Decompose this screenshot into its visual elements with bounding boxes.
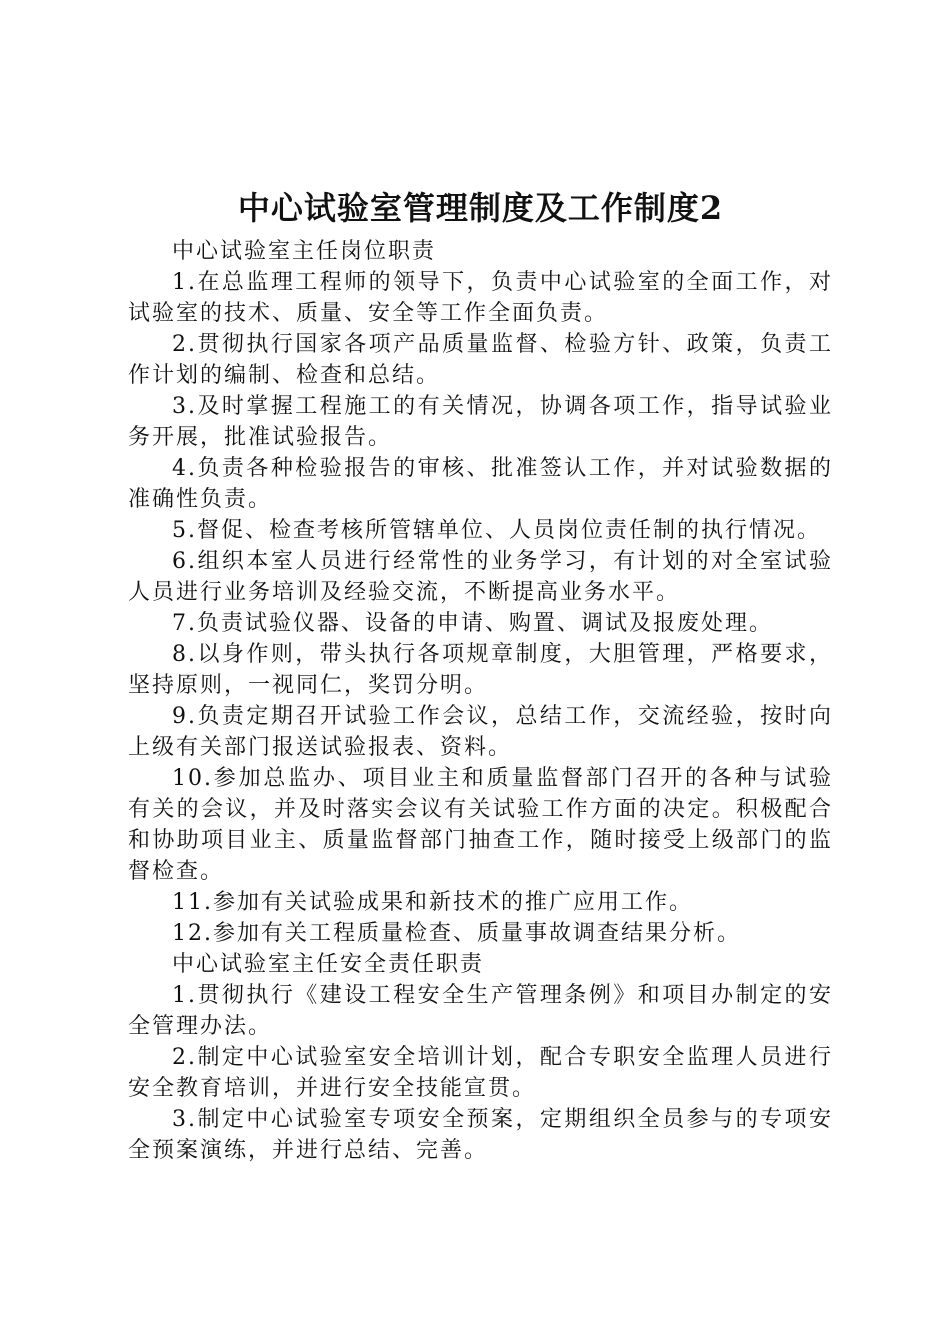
paragraph-item-12: 12.参加有关工程质量检查、质量事故调查结果分析。 bbox=[172, 921, 741, 946]
section-heading-director-duties: 中心试验室主任岗位职责 bbox=[172, 239, 437, 264]
document-title: 中心试验室管理制度及工作制度2 bbox=[237, 189, 724, 227]
section-heading-safety-duties: 中心试验室主任安全责任职责 bbox=[172, 952, 485, 977]
safety-item-3: 3.制定中心试验室专项安全预案，定期组织全员参与的专项安全预案演练，并进行总结、完善。 bbox=[128, 1107, 833, 1163]
paragraph-item-2: 2.贯彻执行国家各项产品质量监督、检验方针、政策，负责工作计划的编制、检查和总结。 bbox=[128, 332, 833, 388]
document-page bbox=[128, 186, 833, 1166]
paragraph-item-7: 7.负责试验仪器、设备的申请、购置、调试及报废处理。 bbox=[172, 611, 773, 636]
safety-item-2: 2.制定中心试验室安全培训计划，配合专职安全监理人员进行安全教育培训，并进行安全技能宣贯。 bbox=[128, 1045, 833, 1101]
paragraph-item-8: 8.以身作则，带头执行各项规章制度，大胆管理，严格要求，坚持原则，一视同仁，奖罚分明。 bbox=[128, 642, 833, 698]
paragraph-item-10: 10.参加总监办、项目业主和质量监督部门召开的各种与试验有关的会议，并及时落实会议有关试验工作方面的决定。积极配合和协助项目业主、质量监督部门抽查工作，随时接受上级部门的监督检查。 bbox=[128, 766, 833, 884]
paragraph-item-11: 11.参加有关试验成果和新技术的推广应用工作。 bbox=[172, 890, 693, 915]
paragraph-item-1: 1.在总监理工程师的领导下，负责中心试验室的全面工作，对试验室的技术、质量、安全等工作全面负责。 bbox=[128, 270, 833, 326]
paragraph-item-4: 4.负责各种检验报告的审核、批准签认工作，并对试验数据的准确性负责。 bbox=[128, 456, 833, 512]
paragraph-item-3: 3.及时掌握工程施工的有关情况，协调各项工作，指导试验业务开展，批准试验报告。 bbox=[128, 394, 833, 450]
paragraph-item-5: 5.督促、检查考核所管辖单位、人员岗位责任制的执行情况。 bbox=[172, 518, 821, 543]
safety-item-1: 1.贯彻执行《建设工程安全生产管理条例》和项目办制定的安全管理办法。 bbox=[128, 983, 833, 1039]
paragraph-item-9: 9.负责定期召开试验工作会议，总结工作，交流经验，按时向上级有关部门报送试验报表、资料。 bbox=[128, 704, 833, 760]
paragraph-item-6: 6.组织本室人员进行经常性的业务学习，有计划的对全室试验人员进行业务培训及经验交流，不断提高业务水平。 bbox=[128, 549, 833, 605]
